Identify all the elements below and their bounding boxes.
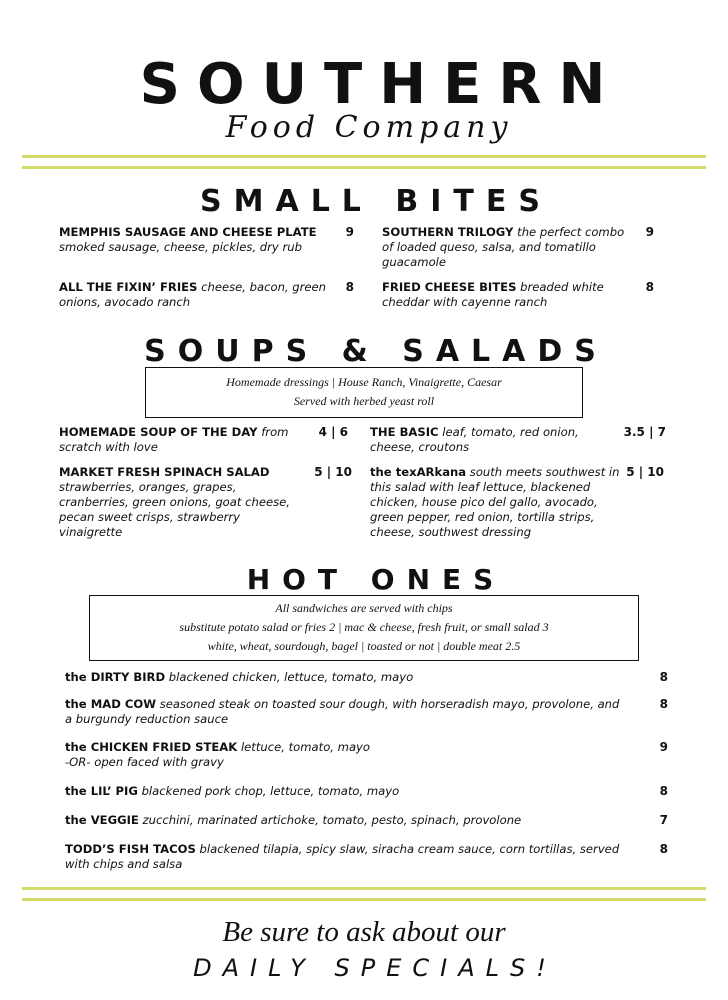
menu-item-dirty-bird	[65, 670, 625, 685]
note-line: Homemade dressings | House Ranch, Vinaigrette, Caesar	[226, 375, 502, 389]
menu-item-southern-trilogy	[382, 225, 632, 270]
note-line: All sandwiches are served with chips	[275, 601, 453, 615]
menu-item-fixin-fries	[59, 280, 329, 310]
item-price: 8	[659, 670, 668, 684]
item-desc: from scratch with love	[59, 425, 289, 454]
item-desc: the perfect combo of loaded queso, salsa, and tomatillo guacamole	[382, 225, 625, 269]
menu-item-lil-pig	[65, 784, 625, 799]
menu-item-memphis-sausage	[59, 225, 344, 255]
item-desc: blackened tilapia, spicy slaw, siracha cream sauce, corn tortillas, served with chips and salsa	[65, 842, 620, 871]
top-rule-1	[22, 155, 706, 158]
item-price: 9	[345, 225, 354, 239]
item-price: 8	[659, 697, 668, 711]
menu-item-spinach-salad	[59, 465, 304, 540]
item-name: the DIRTY BIRD	[65, 670, 166, 684]
item-desc: leaf, tomato, red onion, cheese, croutons	[370, 425, 579, 454]
item-name: THE BASIC	[370, 425, 439, 439]
menu-item-chicken-fried-steak	[65, 740, 625, 770]
top-rule-2	[22, 166, 706, 169]
menu-item-fried-cheese-bites	[382, 280, 622, 310]
item-desc: breaded white cheddar with cayenne ranch	[382, 280, 604, 309]
item-name: the VEGGIE	[65, 813, 139, 827]
item-price: 8	[345, 280, 354, 294]
item-desc: smoked sausage, cheese, pickles, dry rub	[59, 240, 302, 254]
brand-tagline: Food Company	[225, 110, 513, 145]
section-title-soups-salads: SOUPS & SALADS	[144, 334, 608, 369]
item-desc: blackened pork chop, lettuce, tomato, mayo	[141, 784, 400, 798]
section-title-hot-ones: HOT ONES	[246, 563, 506, 596]
item-desc: south meets southwest in this salad with leaf lettuce, blackened chicken, house pico del gallo, avocado, green pepper, red onion, tortilla strips, cheese, southwest dressing	[370, 465, 620, 539]
note-line: Served with herbed yeast roll	[293, 394, 435, 408]
footer-line-1: Be sure to ask about our	[222, 916, 506, 948]
item-price: 8	[659, 784, 668, 798]
item-desc: blackened chicken, lettuce, tomato, mayo	[168, 670, 414, 684]
brand-name: SOUTHERN	[139, 52, 623, 117]
item-price: 5 | 10	[314, 465, 352, 479]
item-price: 4 | 6	[318, 425, 348, 439]
item-name: SOUTHERN TRILOGY	[382, 225, 514, 239]
item-price: 5 | 10	[626, 465, 664, 479]
menu-item-veggie	[65, 813, 625, 828]
item-price: 7	[659, 813, 668, 827]
sandwich-note-box	[89, 595, 639, 661]
item-desc: seasoned steak on toasted sour dough, with horseradish mayo, provolone, and a burgundy reduction sauce	[65, 697, 620, 726]
item-desc: zucchini, marinated artichoke, tomato, pesto, spinach, provolone	[142, 813, 522, 827]
item-name: the texARkana	[370, 465, 467, 479]
item-price: 9	[645, 225, 654, 239]
item-name: the MAD COW	[65, 697, 157, 711]
item-name: the CHICKEN FRIED STEAK	[65, 740, 238, 754]
item-desc: strawberries, oranges, grapes, cranberries, green onions, goat cheese, pecan sweet crisps, strawberry vinaigrette	[59, 480, 290, 539]
menu-item-mad-cow	[65, 697, 625, 727]
item-name: the LIL’ PIG	[65, 784, 138, 798]
item-name: FRIED CHEESE BITES	[382, 280, 517, 294]
menu-item-the-basic	[370, 425, 620, 455]
bottom-rule-1	[22, 887, 706, 890]
footer-daily-specials: DAILY SPECIALS!	[193, 954, 557, 982]
note-line: substitute potato salad or fries 2 | mac & cheese, fresh fruit, or small salad 3	[179, 620, 549, 634]
item-price: 9	[659, 740, 668, 754]
item-desc: cheese, bacon, green onions, avocado ranch	[59, 280, 327, 309]
item-desc: lettuce, tomato, mayo	[240, 740, 371, 754]
note-line: white, wheat, sourdough, bagel | toasted or not | double meat 2.5	[207, 639, 521, 653]
menu-item-soup-of-the-day	[59, 425, 309, 455]
item-name: ALL THE FIXIN’ FRIES	[59, 280, 198, 294]
item-name: TODD’S FISH TACOS	[65, 842, 196, 856]
item-price: 3.5 | 7	[623, 425, 666, 439]
bottom-rule-2	[22, 898, 706, 901]
item-price: 8	[645, 280, 654, 294]
menu-item-texarkana	[370, 465, 620, 540]
menu-item-fish-tacos	[65, 842, 625, 872]
item-name: HOMEMADE SOUP OF THE DAY	[59, 425, 258, 439]
item-name: MARKET FRESH SPINACH SALAD	[59, 465, 270, 479]
dressings-note-box	[145, 367, 583, 418]
item-price: 8	[659, 842, 668, 856]
item-name: MEMPHIS SAUSAGE AND CHEESE PLATE	[59, 225, 317, 239]
section-title-small-bites: SMALL BITES	[200, 184, 552, 219]
item-desc-alt: -OR- open faced with gravy	[65, 755, 224, 769]
